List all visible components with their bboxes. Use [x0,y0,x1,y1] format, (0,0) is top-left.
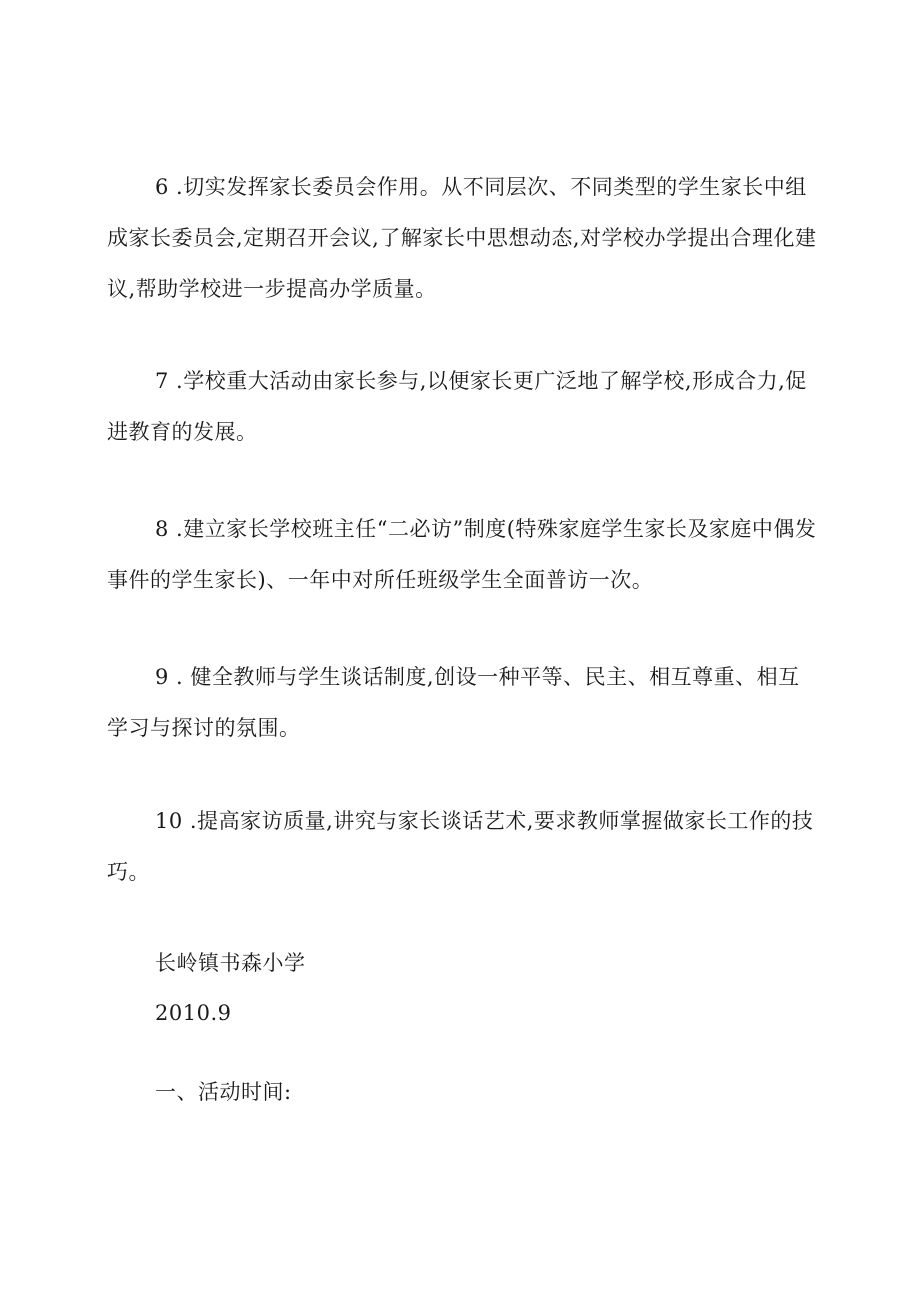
section-heading: 一、活动时间: [155,1080,292,1104]
item-text: .建立家长学校班主任“二必访”制度(特殊家庭学生家长及家庭中偶发事件的学生家长)、一年中对所任班级学生全面普访一次。 [107,517,817,592]
item-text: . 健全教师与学生谈话制度,创设一种平等、民主、相互尊重、相互学习与探讨的氛围。 [107,665,800,740]
item-number: 6 [155,175,169,199]
list-item-7 [107,356,819,458]
item-number: 7 [155,369,169,393]
signature-date: 2010.9 [155,1001,232,1025]
list-item-6 [107,162,819,315]
item-text: .切实发挥家长委员会作用。从不同层次、不同类型的学生家长中组成家长委员会,定期召开会议,了解家长中思想动态,对学校办学提出合理化建议,帮助学校进一步提高办学质量。 [107,175,817,301]
item-text: .学校重大活动由家长参与,以便家长更广泛地了解学校,形成合力,促进教育的发展。 [107,369,807,444]
item-number: 10 [155,809,183,833]
item-number: 9 [155,665,169,689]
list-item-9 [107,652,819,754]
list-item-10 [107,796,819,898]
list-item-8 [107,504,819,606]
school-name: 长岭镇书森小学 [155,951,306,975]
item-number: 8 [155,517,169,541]
item-text: .提高家访质量,讲究与家长谈话艺术,要求教师掌握做家长工作的技巧。 [107,809,814,884]
